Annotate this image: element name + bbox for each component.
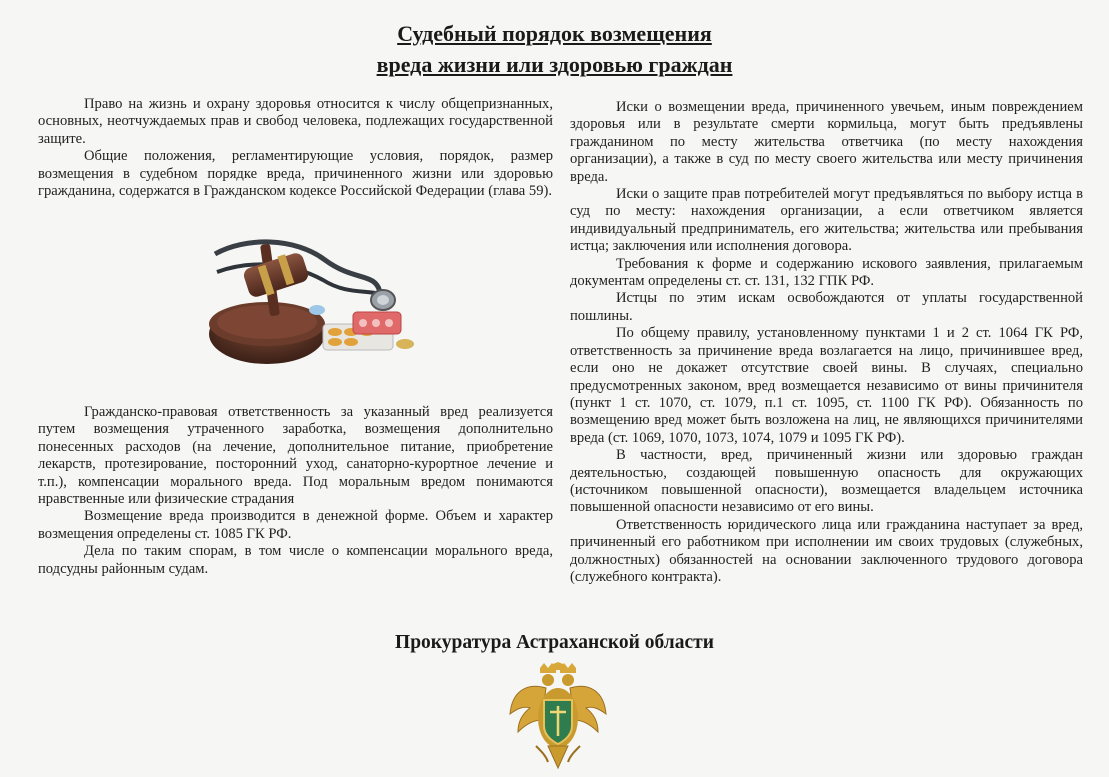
paragraph: Гражданско-правовая ответственность за указанный вред реализуется путем возмещения утраченного заработка, возмещения дополнительно понесенных расходов (на лечение, дополнительное питание, приобретение лекарств, протезирование, посторонний уход, санаторно-курортное лечение и т.п.), компенсации морального вреда. Под моральным вредом понимаются нравственные или физические страдания <box>38 404 553 508</box>
prosecutor-emblem-icon <box>508 662 608 774</box>
paragraph: Возмещение вреда производится в денежной форме. Объем и характер возмещения определены ст. 1085 ГК РФ. <box>38 508 553 542</box>
paragraph: Иски о защите прав потребителей могут предъявляться по выбору истца в суд по месту: нахождения организации, а если ответчиком является индивидуальный предприниматель, его жительства; жительства или пребывания истца; заключения или исполнения договора. <box>570 186 1083 255</box>
right-column <box>570 99 1083 586</box>
paragraph: Право на жизнь и охрану здоровья относится к числу общепризнанных, основных, неотчуждаемых прав и свобод человека, подлежащих государственной защите. <box>38 96 553 147</box>
left-column-bottom <box>38 404 553 578</box>
paragraph: Иски о возмещении вреда, причиненного увечьем, иным повреждением здоровья или в результате смерти кормильца, могут быть предъявлены гражданином по месту жительства ответчика (по месту нахождения организации), а также в суд по месту своего жительства или месту причинения вреда. <box>570 99 1083 185</box>
paragraph: Требования к форме и содержанию искового заявления, прилагаемым документам определены ст. ст. 131, 132 ГПК РФ. <box>570 255 1083 290</box>
title-line-1: Судебный порядок возмещения <box>397 21 712 46</box>
paragraph: Общие положения, регламентирующие условия, порядок, размер возмещения в судебном порядке вреда, причиненного жизни или здоровью гражданина, содержатся в Гражданском кодексе Российской Федерации (глава 59). <box>38 148 553 200</box>
title-line-2: вреда жизни или здоровью граждан <box>376 52 733 77</box>
gavel-stethoscope-pills-illustration <box>205 232 420 380</box>
paragraph: В частности, вред, причиненный жизни или здоровью граждан деятельностью, создающей повышенную опасность для окружающих (источником повышенной опасности), возмещается владельцем источника повышенной опасности независимо от его вины. <box>570 447 1083 516</box>
paragraph: Ответственность юридического лица или гражданина наступает за вред, причиненный его работником при исполнении им своих трудовых (служебных, должностных) обязанностей на основании заключенного трудового договора (служебного контракта). <box>570 516 1083 585</box>
paragraph: Истцы по этим искам освобождаются от уплаты государственной пошлины. <box>570 290 1083 324</box>
paragraph: Дела по таким спорам, в том числе о компенсации морального вреда, подсудны районным судам. <box>38 543 553 577</box>
left-column-top <box>38 96 553 200</box>
paragraph: По общему правилу, установленному пунктами 1 и 2 ст. 1064 ГК РФ, ответственность за причинение вреда возлагается на лицо, причинившее вред, если оно не докажет отсутствие своей вины. В случаях, специально предусмотренных законом, вред возмещается независимо от вины причинителя (пункт 1 ст. 1070, ст. 1079, п.1 ст. 1095, ст. 1100 ГК РФ). Обязанность по возмещению вред может быть возложена на лиц, не являющихся причинителями вреда (ст. 1069, 1070, 1073, 1074, 1079 и 1095 ГК РФ). <box>570 325 1083 446</box>
organization-name: Прокуратура Астраханской области <box>395 632 714 653</box>
